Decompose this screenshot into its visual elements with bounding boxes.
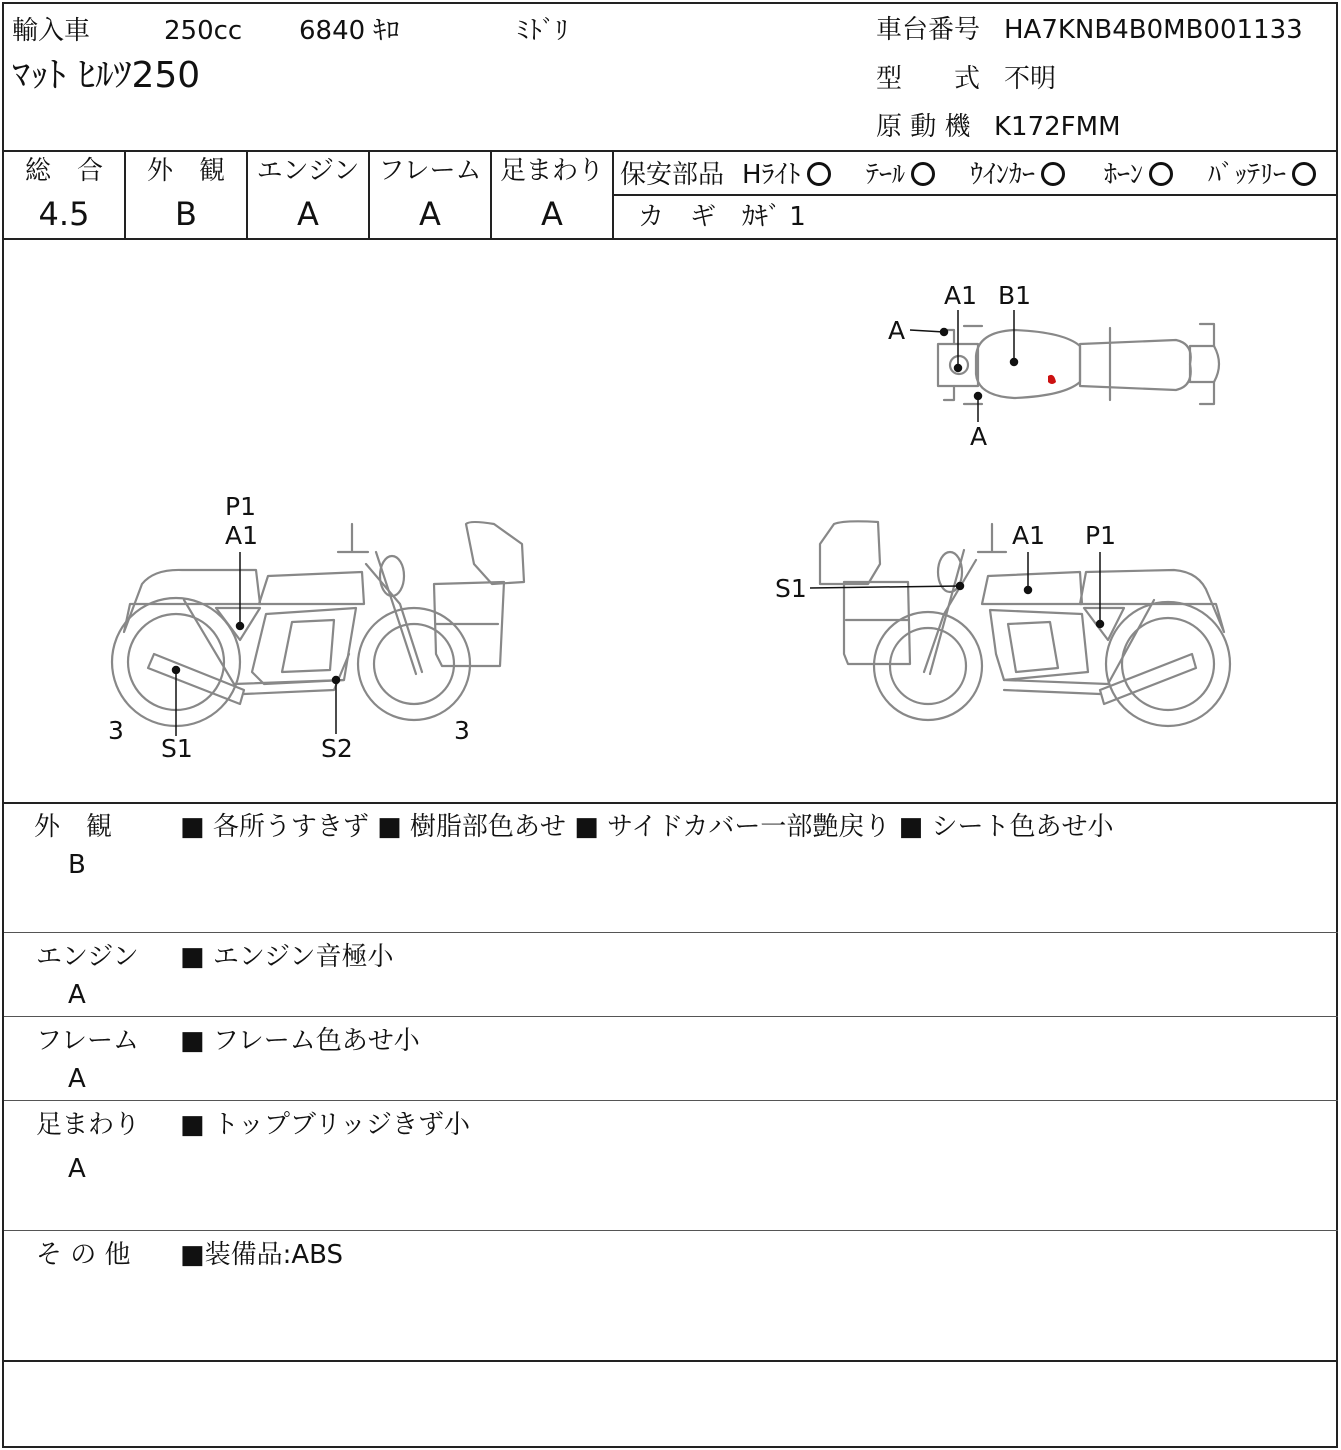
score-label-frame: フレーム [378, 156, 482, 186]
inspection-sheet [2, 2, 1338, 1448]
safety-label: 保安部品 [620, 160, 725, 190]
remark-text-engine: ■ エンジン音極小 [180, 942, 394, 972]
remark-text-suspension: ■ トップブリッジきず小 [180, 1110, 470, 1140]
type-label: 型 式 [876, 64, 981, 94]
label-rear-tire: 3 [108, 716, 124, 745]
key-label: カ ギ [638, 202, 717, 232]
label-s2-left: S2 [321, 734, 353, 763]
type-value: 不明 [1004, 64, 1057, 94]
score-value-exterior: B [175, 195, 197, 233]
label-a1-left: A1 [225, 521, 259, 550]
label-a-top-bottom: A [970, 422, 988, 451]
remark-category-engine: エンジン [36, 942, 139, 972]
label-b1-top: B1 [998, 281, 1032, 310]
remark-grade-frame: A [68, 1064, 86, 1094]
remark-text-other: ■装備品:ABS [180, 1240, 343, 1270]
remark-category-other: そ の 他 [36, 1240, 131, 1270]
label-s1-left: S1 [161, 734, 193, 763]
chassis-label: 車台番号 [876, 15, 981, 45]
label-s1-right: S1 [775, 574, 807, 603]
score-label-engine: エンジン [256, 156, 360, 186]
color: ﾐﾄﾞﾘ [516, 16, 569, 46]
motorcycle-diagram [4, 4, 1340, 1450]
remark-grade-exterior: B [68, 850, 86, 880]
score-value-frame: A [419, 195, 441, 233]
left-side-view [112, 522, 524, 726]
remark-text-exterior: ■ 各所うすきず ■ 樹脂部色あせ ■ サイドカバー一部艶戻り ■ シート色あせ小 [180, 812, 1114, 842]
engine-model-label: 原 動 機 [876, 112, 971, 142]
score-value-engine: A [297, 195, 319, 233]
remark-grade-suspension: A [68, 1154, 86, 1184]
safety-item-winker: ｳｲﾝｶｰ [970, 162, 1065, 188]
damage-spot [1048, 375, 1056, 384]
remark-grade-engine: A [68, 980, 86, 1010]
remark-category-frame: フレーム [36, 1026, 139, 1056]
score-label-total: 総 合 [24, 156, 103, 186]
safety-item-tail: ﾃｰﾙ [866, 162, 935, 188]
label-front-tire: 3 [454, 716, 470, 745]
chassis-number: HA7KNB4B0MB001133 [1004, 15, 1303, 45]
top-view [938, 324, 1219, 404]
remark-text-frame: ■ フレーム色あせ小 [180, 1026, 420, 1056]
displacement: 250cc [164, 16, 243, 46]
score-label-suspension: 足まわり [499, 156, 604, 186]
import-label: 輸入車 [12, 16, 91, 46]
label-a-top-left: A [888, 316, 906, 345]
label-p1-left: P1 [225, 492, 256, 521]
remark-category-exterior: 外 観 [34, 812, 113, 842]
remark-category-suspension: 足まわり [36, 1110, 141, 1140]
score-value-total: 4.5 [38, 195, 90, 233]
safety-item-battery: ﾊﾞｯﾃﾘｰ [1208, 162, 1316, 188]
score-label-exterior: 外 観 [146, 156, 225, 186]
model-name: ﾏｯﾄ ﾋﾙﾂ250 [12, 55, 201, 96]
safety-item-horn: ﾎｰﾝ [1104, 162, 1173, 188]
label-p1-right: P1 [1085, 521, 1116, 550]
engine-model-value: K172FMM [994, 112, 1121, 142]
safety-item-headlight: Hﾗｲﾄ [742, 162, 831, 188]
label-a1-right: A1 [1012, 521, 1046, 550]
right-side-view [820, 521, 1230, 726]
key-value: ｶｷﾞ 1 [742, 202, 806, 232]
score-value-suspension: A [541, 195, 563, 233]
label-a1-top: A1 [944, 281, 978, 310]
mileage: 6840 ｷﾛ [299, 16, 400, 46]
